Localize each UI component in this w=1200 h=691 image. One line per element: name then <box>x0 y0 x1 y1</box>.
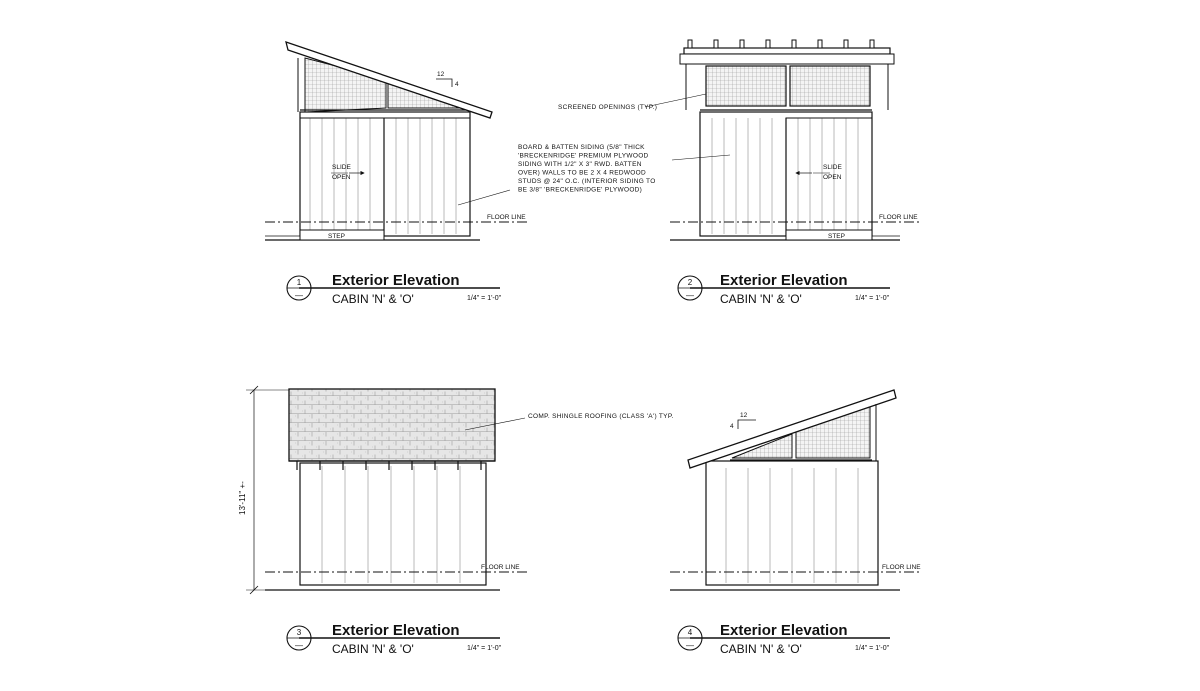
siding-note-line: BOARD & BATTEN SIDING (5/8" THICK <box>518 144 645 151</box>
title-block-1 <box>287 272 502 306</box>
elevation-3-drawing <box>246 386 530 594</box>
pitch-run-label: 12 <box>740 412 748 419</box>
elevation-sheet-dash: — <box>686 641 694 650</box>
siding-note-line: BE 3/8" 'BRECKENRIDGE' PLYWOOD) <box>518 186 643 194</box>
elevation-scale: 1/4" = 1'-0" <box>855 645 890 652</box>
pitch-rise-label: 4 <box>455 81 459 88</box>
elevation-1-drawing <box>265 42 530 240</box>
siding-note-line: OVER) WALLS TO BE 2 X 4 REDWOOD <box>518 169 647 177</box>
elevation-title: Exterior Elevation <box>720 622 848 639</box>
roofing-note: COMP. SHINGLE ROOFING (CLASS 'A') TYP. <box>528 413 674 420</box>
title-block-2 <box>678 272 890 306</box>
elevation-subtitle: CABIN 'N' & 'O' <box>720 292 802 306</box>
slide-label: SLIDE <box>332 164 351 171</box>
elevation-subtitle: CABIN 'N' & 'O' <box>332 292 414 306</box>
elevation-number: 4 <box>687 628 693 637</box>
siding-note-line: STUDS @ 24" O.C. (INTERIOR SIDING TO <box>518 178 656 185</box>
floor-line-label: FLOOR LINE <box>879 214 918 221</box>
elevation-2-drawing <box>645 40 920 240</box>
elevation-sheet-dash: — <box>295 641 303 650</box>
slide-label: SLIDE <box>823 164 842 171</box>
elevation-scale: 1/4" = 1'-0" <box>855 295 890 302</box>
height-dimension: 13'-11" +- <box>238 481 247 515</box>
open-label: OPEN <box>823 174 842 181</box>
elevation-number: 3 <box>296 628 302 637</box>
elevation-number: 2 <box>687 278 693 287</box>
siding-note <box>518 144 656 194</box>
step-label: STEP <box>328 233 345 240</box>
floor-line-label: FLOOR LINE <box>882 564 921 571</box>
elevation-number: 1 <box>296 278 302 287</box>
step-label: STEP <box>828 233 845 240</box>
elevation-title: Exterior Elevation <box>720 272 848 289</box>
elevation-title: Exterior Elevation <box>332 272 460 289</box>
elevation-4-drawing <box>670 390 920 590</box>
elevation-subtitle: CABIN 'N' & 'O' <box>720 642 802 656</box>
title-block-4 <box>678 622 890 656</box>
elevation-subtitle: CABIN 'N' & 'O' <box>332 642 414 656</box>
elevation-scale: 1/4" = 1'-0" <box>467 645 502 652</box>
screened-openings-note: SCREENED OPENINGS (TYP.) <box>558 104 658 111</box>
floor-line-label: FLOOR LINE <box>487 214 526 221</box>
elevation-scale: 1/4" = 1'-0" <box>467 295 502 302</box>
floor-line-label: FLOOR LINE <box>481 564 520 571</box>
title-block-3 <box>287 622 502 656</box>
siding-note-line: SIDING WITH 1/2" X 3" RWD. BATTEN <box>518 161 642 168</box>
open-label: OPEN <box>332 174 351 181</box>
elevation-title: Exterior Elevation <box>332 622 460 639</box>
siding-note-line: 'BRECKENRIDGE' PREMIUM PLYWOOD <box>518 152 649 160</box>
pitch-run-label: 12 <box>437 71 445 78</box>
elevation-sheet-dash: — <box>686 291 694 300</box>
elevation-sheet-dash: — <box>295 291 303 300</box>
pitch-rise-label: 4 <box>730 423 734 430</box>
